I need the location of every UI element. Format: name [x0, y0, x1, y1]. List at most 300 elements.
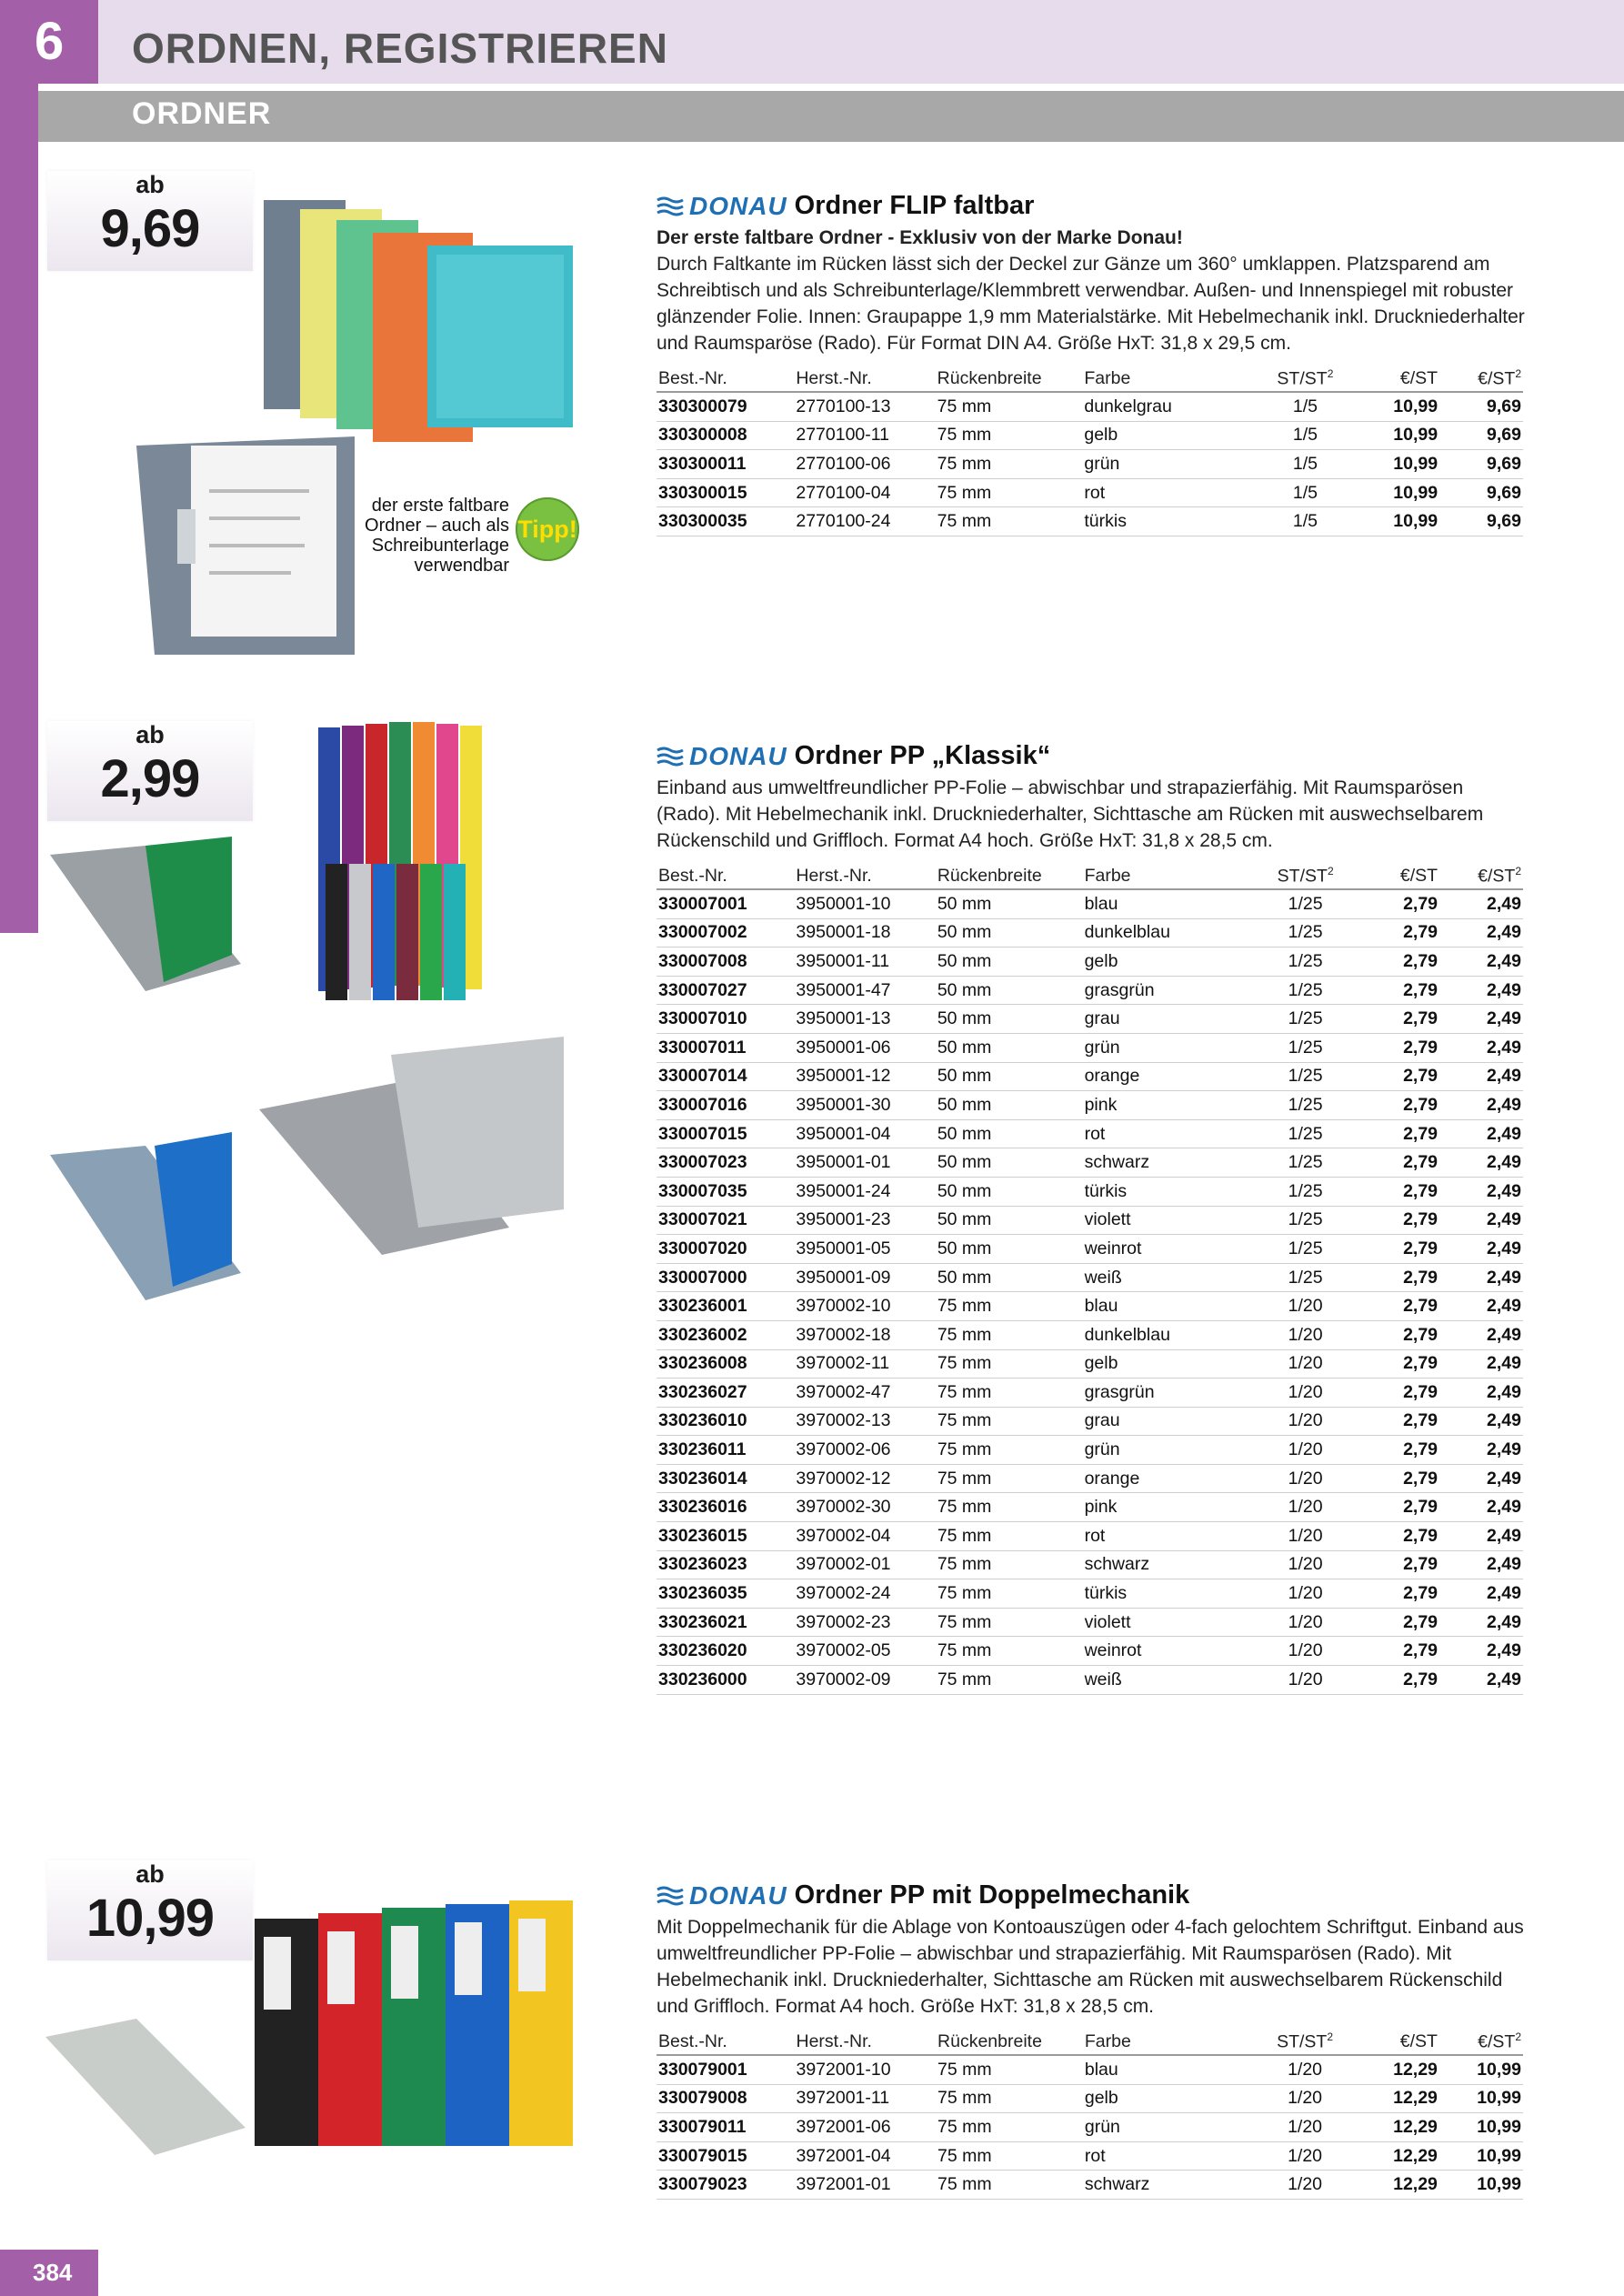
- col-header: €/ST: [1348, 864, 1439, 889]
- product-title: Ordner PP mit Doppelmechanik: [794, 1880, 1190, 1910]
- table-cell: 3972001-10: [794, 2055, 936, 2084]
- table-row: [657, 1349, 1523, 1379]
- table-cell: 75 mm: [936, 1407, 1083, 1436]
- table-cell: 330300011: [657, 450, 794, 479]
- chapter-title: ORDNEN, REGISTRIEREN: [132, 25, 668, 72]
- table-cell: 2,49: [1439, 1379, 1523, 1408]
- table-cell: 2,49: [1439, 1177, 1523, 1206]
- col-header: Farbe: [1083, 2030, 1263, 2055]
- table-cell: weinrot: [1083, 1637, 1264, 1666]
- table-cell: 2,49: [1439, 947, 1523, 977]
- table-cell: 75 mm: [936, 450, 1083, 479]
- table-cell: schwarz: [1083, 1148, 1264, 1178]
- table-cell: türkis: [1083, 1177, 1264, 1206]
- table-cell: 2,79: [1348, 1119, 1439, 1148]
- table-row: [657, 1005, 1523, 1034]
- table-cell: 75 mm: [936, 1493, 1083, 1522]
- table-cell: 330236035: [657, 1579, 794, 1609]
- table-cell: 3970002-30: [794, 1493, 935, 1522]
- table-cell: grasgrün: [1083, 1379, 1264, 1408]
- table-cell: 2,79: [1348, 1493, 1439, 1522]
- product-description: Einband aus umweltfreundlicher PP-Folie – abwischbar und strapazierfähig. Mit Raumsparösen (Rado). Mit Hebelmechanik inkl. Druckniederhalter, Sichttasche am Rücken mit auswechselbarem Rückenschild und Griffloch. Format A4 hoch. Größe HxT: 31,8 x 28,5 cm.: [657, 777, 1484, 851]
- table-cell: 2,79: [1348, 1062, 1439, 1091]
- table-cell: 3970002-18: [794, 1320, 935, 1349]
- col-header: Best.-Nr.: [657, 2030, 794, 2055]
- table-cell: 330007016: [657, 1091, 794, 1120]
- table-row: [657, 1062, 1523, 1091]
- table-cell: 50 mm: [936, 918, 1083, 947]
- table-cell: 2,79: [1348, 1349, 1439, 1379]
- table-cell: 75 mm: [936, 1320, 1083, 1349]
- table-cell: 330079023: [657, 2171, 794, 2200]
- table-cell: 2,79: [1348, 976, 1439, 1005]
- table-cell: dunkelblau: [1083, 918, 1264, 947]
- table-cell: 2,49: [1439, 1091, 1523, 1120]
- table-cell: 75 mm: [936, 2084, 1083, 2113]
- table-cell: schwarz: [1083, 1550, 1264, 1579]
- table-cell: 2,49: [1439, 1033, 1523, 1062]
- table-cell: 2,79: [1348, 918, 1439, 947]
- table-cell: 2,49: [1439, 1005, 1523, 1034]
- table-cell: 50 mm: [936, 1062, 1083, 1091]
- col-header: $€/ST^2$: [1439, 864, 1523, 889]
- table-cell: 330007015: [657, 1119, 794, 1148]
- table-cell: 2770100-13: [794, 392, 935, 421]
- table-cell: 330007008: [657, 947, 794, 977]
- brand-name: DONAU: [689, 741, 787, 770]
- caption-line: Schreibunterlage: [371, 536, 509, 556]
- table-cell: violett: [1083, 1206, 1264, 1235]
- page-number: 384: [0, 2250, 98, 2296]
- table-cell: weiß: [1083, 1263, 1264, 1292]
- table-cell: 3970002-04: [794, 1522, 935, 1551]
- table-cell: 2,79: [1348, 1608, 1439, 1637]
- table-cell: 3950001-05: [794, 1235, 935, 1264]
- table-cell: 3950001-01: [794, 1148, 935, 1178]
- brand-wave-icon: [657, 1886, 684, 1906]
- table-cell: 3950001-47: [794, 976, 935, 1005]
- table-cell: 330079011: [657, 2113, 794, 2142]
- table-cell: 75 mm: [936, 478, 1083, 507]
- table-cell: dunkelblau: [1083, 1320, 1264, 1349]
- table-cell: 2770100-11: [794, 421, 935, 450]
- brand-logo: [657, 1881, 787, 1910]
- table-cell: 1/25: [1263, 1062, 1348, 1091]
- table-cell: 330007021: [657, 1206, 794, 1235]
- product-table-doppelmechanik: [657, 2030, 1523, 2200]
- table-cell: gelb: [1083, 2084, 1263, 2113]
- table-cell: grün: [1083, 2113, 1263, 2142]
- table-cell: 1/20: [1263, 1608, 1348, 1637]
- table-cell: 330007023: [657, 1148, 794, 1178]
- table-cell: 2,79: [1348, 1091, 1439, 1120]
- col-header: Rückenbreite: [936, 2030, 1083, 2055]
- table-cell: 330007010: [657, 1005, 794, 1034]
- table-cell: 10,99: [1348, 392, 1439, 421]
- table-cell: grün: [1083, 1436, 1264, 1465]
- brand-name: DONAU: [689, 191, 787, 220]
- table-cell: 50 mm: [936, 1235, 1083, 1264]
- table-cell: 75 mm: [936, 2113, 1083, 2142]
- product-block-doppelmechanik: [657, 1880, 1529, 2020]
- table-cell: 50 mm: [936, 947, 1083, 977]
- table-row: [657, 1666, 1523, 1695]
- table-cell: rot: [1083, 1119, 1264, 1148]
- table-cell: 2,49: [1439, 1666, 1523, 1695]
- col-header: Herst.-Nr.: [794, 2030, 936, 2055]
- table-cell: 2,49: [1439, 1263, 1523, 1292]
- table-cell: blau: [1083, 2055, 1263, 2084]
- table-cell: 1/25: [1263, 1091, 1348, 1120]
- product-table-wrapper: [657, 864, 1523, 1695]
- table-cell: 2,49: [1439, 1637, 1523, 1666]
- table-cell: 2,49: [1439, 1579, 1523, 1609]
- col-header: €/ST: [1348, 366, 1439, 392]
- table-cell: 1/20: [1263, 1320, 1348, 1349]
- table-cell: 1/20: [1263, 1407, 1348, 1436]
- table-cell: 2,49: [1439, 889, 1523, 918]
- table-row: [657, 1637, 1523, 1666]
- table-cell: 75 mm: [936, 2055, 1083, 2084]
- table-cell: 330236001: [657, 1292, 794, 1321]
- table-row: [657, 889, 1523, 918]
- table-cell: 330007020: [657, 1235, 794, 1264]
- table-cell: 3970002-09: [794, 1666, 935, 1695]
- table-cell: 2,79: [1348, 1579, 1439, 1609]
- product-table-klassik: [657, 864, 1523, 1695]
- table-cell: rot: [1083, 2141, 1263, 2171]
- table-cell: 2,79: [1348, 1263, 1439, 1292]
- table-cell: 1/5: [1263, 478, 1348, 507]
- price-prefix: ab: [135, 1860, 165, 1888]
- table-cell: 9,69: [1439, 421, 1523, 450]
- brand-wave-icon: [657, 196, 684, 216]
- table-cell: 1/25: [1263, 1177, 1348, 1206]
- table-row: [657, 1608, 1523, 1637]
- table-cell: 2770100-04: [794, 478, 935, 507]
- price-value: 10,99: [85, 1889, 215, 1948]
- table-row: [657, 1320, 1523, 1349]
- table-cell: 330236011: [657, 1436, 794, 1465]
- table-cell: 330007001: [657, 889, 794, 918]
- table-cell: 3970002-47: [794, 1379, 935, 1408]
- table-cell: 10,99: [1439, 2141, 1523, 2171]
- col-header: Farbe: [1082, 366, 1263, 392]
- table-row: [657, 2084, 1523, 2113]
- table-cell: 3970002-13: [794, 1407, 935, 1436]
- table-cell: orange: [1083, 1062, 1264, 1091]
- table-cell: 330007011: [657, 1033, 794, 1062]
- table-cell: blau: [1083, 889, 1264, 918]
- tipp-caption: [355, 496, 509, 576]
- table-cell: 75 mm: [936, 1436, 1083, 1465]
- table-cell: 1/20: [1263, 2055, 1348, 2084]
- table-cell: 330236021: [657, 1608, 794, 1637]
- table-cell: 1/25: [1263, 1033, 1348, 1062]
- table-cell: weinrot: [1083, 1235, 1264, 1264]
- table-cell: 3950001-30: [794, 1091, 935, 1120]
- table-cell: 75 mm: [936, 2141, 1083, 2171]
- table-cell: 2,79: [1348, 1407, 1439, 1436]
- table-cell: 50 mm: [936, 1119, 1083, 1148]
- table-cell: 50 mm: [936, 1263, 1083, 1292]
- price-prefix: ab: [135, 171, 165, 198]
- table-cell: 1/20: [1263, 1436, 1348, 1465]
- table-cell: 1/25: [1263, 918, 1348, 947]
- table-cell: grasgrün: [1083, 976, 1264, 1005]
- table-row: [657, 421, 1523, 450]
- table-cell: 1/25: [1263, 1005, 1348, 1034]
- brand-wave-icon: [657, 747, 684, 767]
- table-cell: 2,79: [1348, 1379, 1439, 1408]
- table-cell: 50 mm: [936, 1148, 1083, 1178]
- table-cell: 1/5: [1263, 507, 1348, 536]
- table-cell: 2,79: [1348, 1292, 1439, 1321]
- table-cell: 75 mm: [936, 1292, 1083, 1321]
- col-header: $€/ST^2$: [1439, 2030, 1523, 2055]
- table-cell: 1/20: [1263, 1666, 1348, 1695]
- table-cell: 3950001-23: [794, 1206, 935, 1235]
- table-cell: 9,69: [1439, 450, 1523, 479]
- table-cell: 2,79: [1348, 1666, 1439, 1695]
- caption-line: Ordner – auch als: [365, 516, 509, 536]
- table-cell: violett: [1083, 1608, 1264, 1637]
- table-row: [657, 1235, 1523, 1264]
- table-cell: 1/25: [1263, 1235, 1348, 1264]
- table-cell: 1/25: [1263, 1148, 1348, 1178]
- table-row: [657, 2113, 1523, 2142]
- table-cell: 1/20: [1263, 2113, 1348, 2142]
- col-header: Best.-Nr.: [657, 864, 794, 889]
- price-prefix: ab: [135, 721, 165, 748]
- table-cell: 2,49: [1439, 918, 1523, 947]
- product-table-wrapper: [657, 2030, 1523, 2200]
- table-cell: 1/20: [1263, 1493, 1348, 1522]
- table-cell: 12,29: [1347, 2084, 1439, 2113]
- table-cell: 2,79: [1348, 1177, 1439, 1206]
- table-cell: 9,69: [1439, 507, 1523, 536]
- table-cell: 10,99: [1439, 2055, 1523, 2084]
- table-cell: 330236010: [657, 1407, 794, 1436]
- table-cell: 3970002-01: [794, 1550, 935, 1579]
- table-cell: 1/20: [1263, 1637, 1348, 1666]
- table-cell: 75 mm: [936, 1349, 1083, 1379]
- table-cell: orange: [1083, 1464, 1264, 1493]
- table-cell: 1/25: [1263, 976, 1348, 1005]
- chapter-side-bar: [0, 84, 38, 933]
- table-cell: 75 mm: [936, 1379, 1083, 1408]
- table-cell: 3970002-12: [794, 1464, 935, 1493]
- table-cell: 3972001-11: [794, 2084, 936, 2113]
- table-cell: 2,49: [1439, 1522, 1523, 1551]
- table-row: [657, 1379, 1523, 1408]
- table-cell: 3972001-04: [794, 2141, 936, 2171]
- col-header: $ST/ST^2$: [1263, 2030, 1348, 2055]
- table-cell: 3950001-18: [794, 918, 935, 947]
- table-cell: 2,79: [1348, 1522, 1439, 1551]
- table-cell: grün: [1082, 450, 1263, 479]
- table-cell: grau: [1083, 1407, 1264, 1436]
- table-row: [657, 1033, 1523, 1062]
- table-cell: 2,79: [1348, 1235, 1439, 1264]
- table-cell: 2770100-24: [794, 507, 935, 536]
- table-cell: 1/20: [1263, 1522, 1348, 1551]
- table-cell: 50 mm: [936, 889, 1083, 918]
- table-cell: 1/20: [1263, 2084, 1348, 2113]
- table-cell: 2,49: [1439, 1119, 1523, 1148]
- table-row: [657, 947, 1523, 977]
- table-cell: 2,79: [1348, 1436, 1439, 1465]
- chapter-number: 6: [0, 0, 98, 84]
- table-cell: 3950001-10: [794, 889, 935, 918]
- table-cell: 9,69: [1439, 478, 1523, 507]
- table-cell: 3950001-09: [794, 1263, 935, 1292]
- table-cell: grün: [1083, 1033, 1264, 1062]
- table-cell: 330236008: [657, 1349, 794, 1379]
- table-cell: 1/20: [1263, 1292, 1348, 1321]
- table-cell: 3950001-11: [794, 947, 935, 977]
- table-cell: 2,79: [1348, 1206, 1439, 1235]
- table-cell: 1/20: [1263, 1379, 1348, 1408]
- table-cell: 1/20: [1263, 2171, 1348, 2200]
- table-cell: 2,49: [1439, 1148, 1523, 1178]
- table-row: [657, 478, 1523, 507]
- table-cell: 330007002: [657, 918, 794, 947]
- table-row: [657, 1148, 1523, 1178]
- table-cell: 330079015: [657, 2141, 794, 2171]
- table-cell: 3950001-06: [794, 1033, 935, 1062]
- table-row: [657, 1522, 1523, 1551]
- table-row: [657, 1579, 1523, 1609]
- table-cell: 330007027: [657, 976, 794, 1005]
- table-cell: 1/5: [1263, 392, 1348, 421]
- product-title: Ordner FLIP faltbar: [794, 191, 1035, 220]
- price-value: 9,69: [100, 199, 200, 258]
- col-header: Herst.-Nr.: [794, 864, 935, 889]
- table-cell: blau: [1083, 1292, 1264, 1321]
- table-cell: 330236002: [657, 1320, 794, 1349]
- table-cell: gelb: [1082, 421, 1263, 450]
- table-cell: 9,69: [1439, 392, 1523, 421]
- product-image-flip-folders: [136, 182, 582, 655]
- table-cell: 10,99: [1439, 2113, 1523, 2142]
- table-cell: 50 mm: [936, 1033, 1083, 1062]
- table-cell: 1/5: [1263, 450, 1348, 479]
- table-cell: 1/25: [1263, 1263, 1348, 1292]
- table-row: [657, 2141, 1523, 2171]
- table-row: [657, 1292, 1523, 1321]
- brand-name: DONAU: [689, 1880, 787, 1910]
- table-row: [657, 918, 1523, 947]
- table-cell: türkis: [1083, 1579, 1264, 1609]
- table-cell: 330007014: [657, 1062, 794, 1091]
- table-row: [657, 1407, 1523, 1436]
- product-table-wrapper: [657, 366, 1523, 536]
- table-cell: 330007035: [657, 1177, 794, 1206]
- table-cell: 1/25: [1263, 889, 1348, 918]
- table-cell: 50 mm: [936, 1177, 1083, 1206]
- col-header: $€/ST^2$: [1439, 366, 1523, 392]
- product-image-doppelmechanik-folders: [36, 1900, 582, 2237]
- col-header: $ST/ST^2$: [1263, 864, 1348, 889]
- table-row: [657, 1550, 1523, 1579]
- table-cell: 2,79: [1348, 1637, 1439, 1666]
- table-cell: 75 mm: [936, 1522, 1083, 1551]
- table-cell: 75 mm: [936, 421, 1083, 450]
- table-cell: 12,29: [1347, 2141, 1439, 2171]
- table-cell: 330007000: [657, 1263, 794, 1292]
- table-row: [657, 2055, 1523, 2084]
- table-row: [657, 976, 1523, 1005]
- table-cell: 10,99: [1348, 507, 1439, 536]
- table-cell: 75 mm: [936, 392, 1083, 421]
- table-row: [657, 507, 1523, 536]
- table-cell: 330236020: [657, 1637, 794, 1666]
- table-cell: 3970002-23: [794, 1608, 935, 1637]
- col-header: Herst.-Nr.: [794, 366, 935, 392]
- table-cell: 10,99: [1348, 450, 1439, 479]
- table-cell: 2,49: [1439, 1436, 1523, 1465]
- table-cell: 2,79: [1348, 1320, 1439, 1349]
- product-title: Ordner PP „Klassik“: [794, 741, 1051, 770]
- section-title: ORDNER: [132, 96, 272, 131]
- table-cell: 10,99: [1439, 2084, 1523, 2113]
- table-cell: 2,49: [1439, 1320, 1523, 1349]
- table-cell: 50 mm: [936, 1206, 1083, 1235]
- table-cell: 2,49: [1439, 1608, 1523, 1637]
- col-header: $ST/ST^2$: [1263, 366, 1348, 392]
- table-cell: 10,99: [1348, 421, 1439, 450]
- table-row: [657, 1206, 1523, 1235]
- table-row: [657, 1177, 1523, 1206]
- table-cell: 330300015: [657, 478, 794, 507]
- table-cell: türkis: [1082, 507, 1263, 536]
- table-cell: 3970002-05: [794, 1637, 935, 1666]
- price-value: 2,99: [100, 749, 200, 808]
- table-cell: 75 mm: [936, 1464, 1083, 1493]
- table-cell: gelb: [1083, 947, 1264, 977]
- table-row: [657, 1263, 1523, 1292]
- table-cell: dunkelgrau: [1082, 392, 1263, 421]
- brand-logo: [657, 742, 787, 771]
- product-description: Mit Doppelmechanik für die Ablage von Kontoauszügen oder 4-fach gelochtem Schriftgut. Einband aus umweltfreundlicher PP-Folie – abwischbar und strapazierfähig. Mit Raumsparösen (Rado). Mit Hebelmechanik inkl. Druckniederhalter, Sichttasche am Rücken mit auswechselbarem Rückenschild und Griffloch. Format A4 hoch. Größe HxT: 31,8 x 28,5 cm.: [657, 1917, 1524, 2017]
- table-cell: 3950001-12: [794, 1062, 935, 1091]
- table-cell: 2,49: [1439, 1493, 1523, 1522]
- table-cell: weiß: [1083, 1666, 1264, 1695]
- table-cell: 12,29: [1347, 2113, 1439, 2142]
- table-cell: 10,99: [1439, 2171, 1523, 2200]
- product-image-klassik-folders: [36, 718, 582, 1318]
- col-header: €/ST: [1347, 2030, 1439, 2055]
- table-cell: 3970002-11: [794, 1349, 935, 1379]
- table-cell: 1/25: [1263, 947, 1348, 977]
- brand-logo: [657, 192, 787, 221]
- table-cell: 12,29: [1347, 2055, 1439, 2084]
- table-cell: 3950001-13: [794, 1005, 935, 1034]
- table-cell: 330300035: [657, 507, 794, 536]
- caption-line: verwendbar: [414, 556, 509, 576]
- table-cell: 3972001-06: [794, 2113, 936, 2142]
- table-cell: 330079001: [657, 2055, 794, 2084]
- table-cell: 3950001-04: [794, 1119, 935, 1148]
- table-cell: 2,79: [1348, 947, 1439, 977]
- table-row: [657, 392, 1523, 421]
- table-cell: 2770100-06: [794, 450, 935, 479]
- table-cell: 1/25: [1263, 1119, 1348, 1148]
- table-cell: 1/20: [1263, 2141, 1348, 2171]
- table-cell: 3970002-10: [794, 1292, 935, 1321]
- table-cell: 1/20: [1263, 1550, 1348, 1579]
